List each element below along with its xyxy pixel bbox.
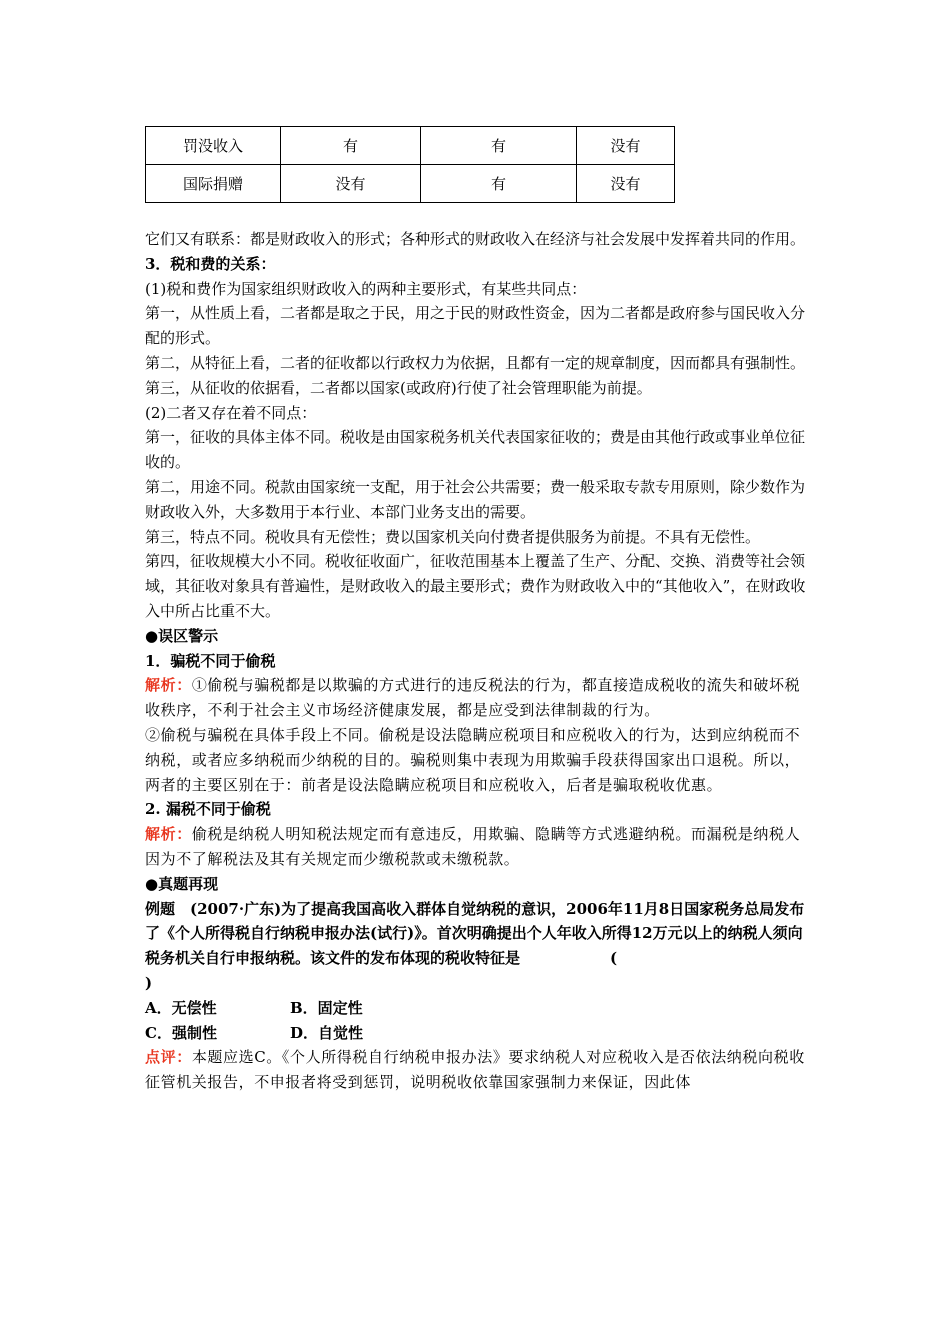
paragraph: 第二，用途不同。税款由国家统一支配，用于社会公共需要；费一般采取专款专用原则，除少数作为财政收入外，大多数用于本行业、本部门业务支出的需要。: [145, 477, 806, 521]
comment-paragraph: [145, 1045, 810, 1095]
table-row: [146, 127, 675, 165]
paragraph: 第三，从征收的依据看，二者都以国家(或政府)行使了社会管理职能为前提。: [145, 378, 652, 397]
paragraph: 第一，征收的具体主体不同。税收是由国家税务机关代表国家征收的；费是由其他行政或事业单位征收的。: [145, 428, 806, 472]
table-cell: 没有: [577, 127, 675, 165]
paragraph: 第三，特点不同。税收具有无偿性；费以国家机关向付费者提供服务为前提。不具有无偿性。: [145, 527, 761, 546]
main-content: [145, 227, 810, 1095]
paragraph: 第四，征收规模大小不同。税收征收面广，征收范围基本上覆盖了生产、分配、交换、消费等社会领域，其征收对象具有普遍性，是财政收入的最主要形式；费作为财政收入中的“其他收入”，在财政收入中所占比重不大。: [145, 552, 806, 620]
analysis-label: 解析：: [145, 676, 192, 695]
section-heading: 3．税和费的关系：: [145, 254, 276, 273]
table-cell: 有: [421, 127, 577, 165]
analysis-paragraph: [145, 822, 810, 872]
exam-heading: ●真题再现: [145, 874, 219, 893]
table-cell: 国际捐赠: [146, 165, 281, 203]
analysis-paragraph: ②偷税与骗税在具体手段上不同。偷税是设法隐瞒应税项目和应税收入的行为，达到应纳税而不纳税，或者应多纳税而少纳税的目的。骗税则集中表现为用欺骗手段获得国家出口退税。所以，两者的主要区别在于：前者是设法隐瞒应税项目和应税收入，后者是骗取税收优惠。: [145, 725, 801, 794]
paragraph: 第二，从特征上看，二者的征收都以行政权力为依据，且都有一定的规章制度，因而都具有强制性。: [145, 353, 806, 372]
option-a: A．无偿性: [145, 998, 217, 1017]
paragraph: (2)二者又存在着不同点：: [145, 403, 317, 422]
table-cell: 有: [281, 127, 421, 165]
warning-item-title: 1．骗税不同于偷税: [145, 651, 276, 670]
option-b: B．固定性: [290, 998, 363, 1017]
table-cell: 没有: [577, 165, 675, 203]
paragraph: 它们又有联系：都是财政收入的形式；各种形式的财政收入在经济与社会发展中发挥着共同的作用。: [145, 230, 806, 248]
options-row: [145, 1021, 810, 1046]
warning-heading: ●误区警示: [145, 626, 219, 645]
analysis-text: ①偷税与骗税都是以欺骗的方式进行的违反税法的行为，都直接造成税收的流失和破坏税收秩序，不利于社会主义市场经济健康发展，都是应受到法律制裁的行为。: [145, 676, 801, 720]
analysis-paragraph: [145, 673, 810, 723]
analysis-text: 偷税是纳税人明知税法规定而有意违反，用欺骗、隐瞒等方式逃避纳税。而漏税是纳税人因为不了解税法及其有关规定而少缴税款或未缴税款。: [145, 825, 801, 868]
exam-question: [145, 897, 810, 996]
table-cell: 有: [421, 165, 577, 203]
question-text: 例题 (2007·广东)为了提高我国高收入群体自觉纳税的意识，2006年11月8日国家税务总局发布了《个人所得税自行纳税申报办法(试行)》。首次明确提出个人年收入所得12万元以上的纳税人须向税务机关自行申报纳税。该文件的发布体现的税收特征是: [145, 899, 805, 968]
analysis-label: 解析：: [145, 825, 192, 844]
paragraph: (1)税和费作为国家组织财政收入的两种主要形式，有某些共同点：: [145, 279, 587, 298]
table-row: [146, 165, 675, 203]
paragraph: 第一，从性质上看，二者都是取之于民，用之于民的财政性资金，因为二者都是政府参与国民收入分配的形式。: [145, 304, 806, 348]
option-d: D．自觉性: [290, 1023, 364, 1042]
option-c: C．强制性: [145, 1023, 217, 1042]
comparison-table: [145, 126, 675, 203]
comment-text: 本题应选C。《个人所得税自行纳税申报办法》要求纳税人对应税收入是否依法纳税向税收征管机关报告，不申报者将受到惩罚，说明税收依靠国家强制力来保证，因此体: [145, 1048, 805, 1092]
bracket-close: ): [145, 973, 153, 992]
table-cell: 罚没收入: [146, 127, 281, 165]
comment-label: 点评：: [145, 1048, 192, 1067]
options-row: [145, 996, 810, 1021]
bracket-open: (: [610, 949, 618, 968]
table-cell: 没有: [281, 165, 421, 203]
warning-item-title: 2. 漏税不同于偷税: [145, 800, 271, 819]
